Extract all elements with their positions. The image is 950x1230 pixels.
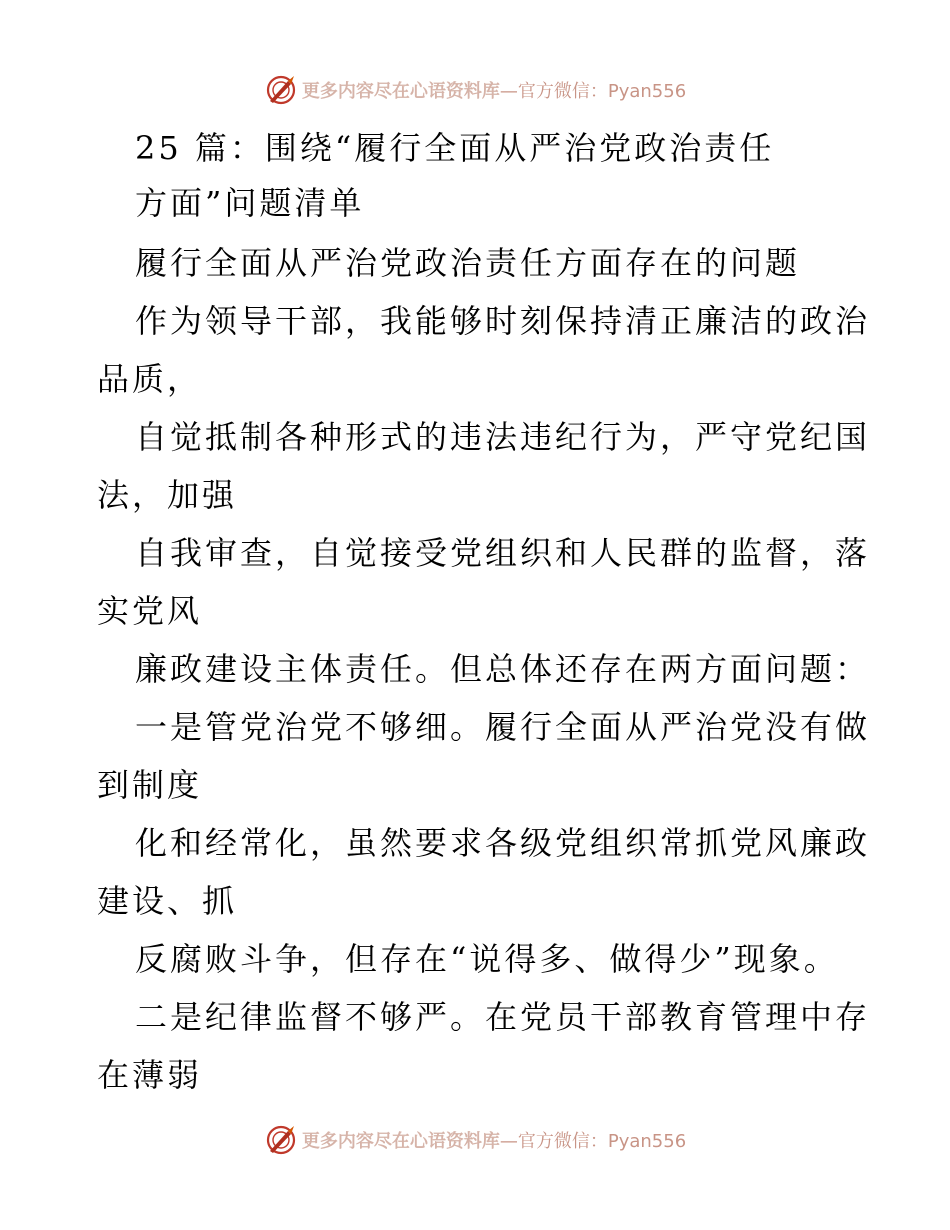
doc-line-9: 实党风 <box>97 592 203 630</box>
footer-banner <box>0 1120 950 1160</box>
footer-contact-text: —官方微信：Pyan556 <box>499 1131 687 1152</box>
quill-pen-circle-icon <box>264 1123 298 1157</box>
doc-line-3: 履行全面从严治党政治责任方面存在的问题 <box>135 244 801 282</box>
doc-line-11: 一是管党治党不够细。履行全面从严治党没有做 <box>135 708 871 746</box>
header-lead-text: 更多内容尽在心语资料库 <box>301 81 500 102</box>
doc-line-4: 作为领导干部，我能够时刻保持清正廉洁的政治 <box>135 302 871 340</box>
doc-line-13: 化和经常化，虽然要求各级党组织常抓党风廉政 <box>135 824 871 862</box>
quill-pen-circle-icon <box>264 73 298 107</box>
footer-lead-text: 更多内容尽在心语资料库 <box>301 1131 500 1152</box>
header-banner <box>0 70 950 110</box>
doc-line-10: 廉政建设主体责任。但总体还存在两方面问题： <box>135 650 871 688</box>
doc-line-17: 在薄弱 <box>97 1056 203 1094</box>
doc-line-16: 二是纪律监督不够严。在党员干部教育管理中存 <box>135 998 871 1036</box>
doc-line-12: 到制度 <box>97 766 203 804</box>
doc-line-8: 自我审查，自觉接受党组织和人民群的监督，落 <box>135 534 871 572</box>
doc-line-2: 方面”问题清单 <box>135 184 365 222</box>
header-contact-text: —官方微信：Pyan556 <box>499 81 687 102</box>
doc-line-1: 25 篇：围绕“履行全面从严治党政治责任 <box>135 129 775 167</box>
doc-line-5: 品质， <box>97 360 203 398</box>
doc-line-15: 反腐败斗争，但存在“说得多、做得少”现象。 <box>135 940 839 978</box>
doc-line-6: 自觉抵制各种形式的违法违纪行为，严守党纪国 <box>135 418 871 456</box>
doc-line-7: 法，加强 <box>97 476 238 514</box>
doc-line-14: 建设、抓 <box>97 882 238 920</box>
